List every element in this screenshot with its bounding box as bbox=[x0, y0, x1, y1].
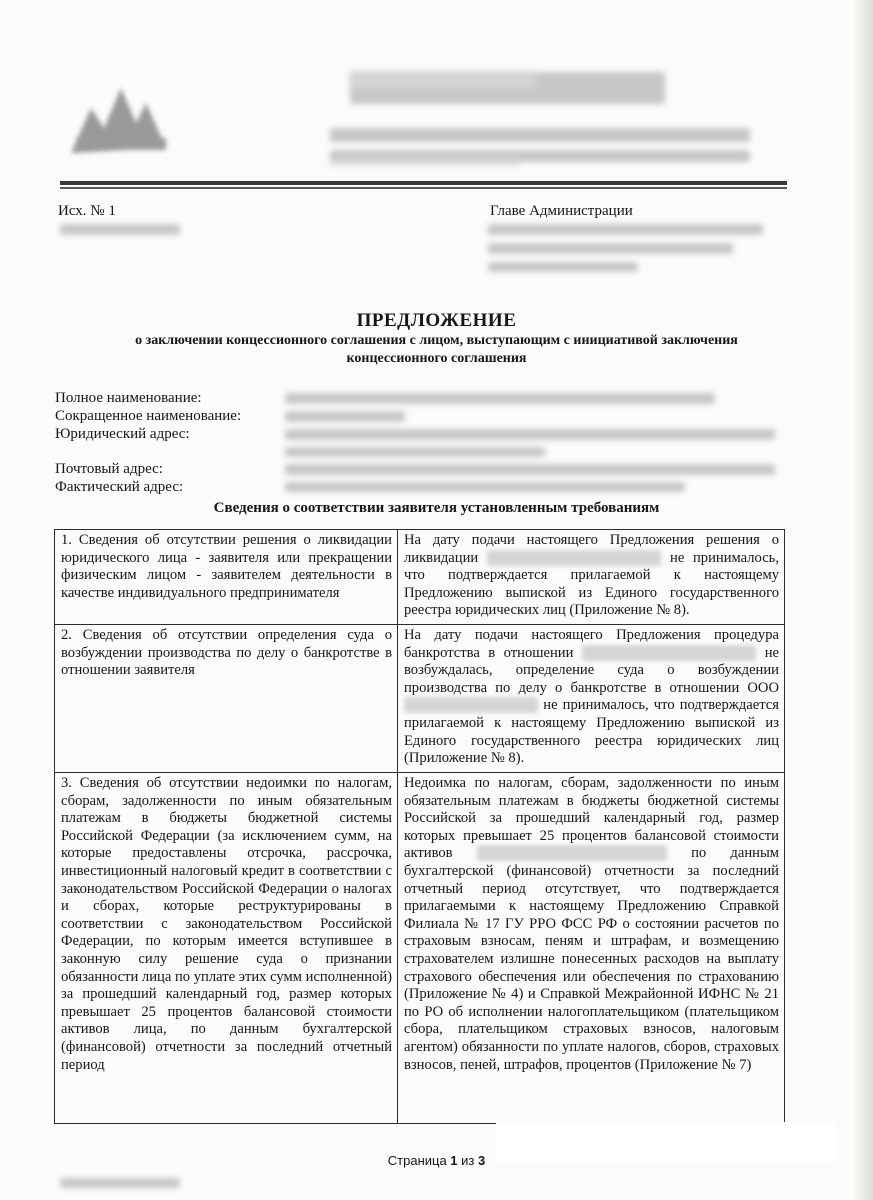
requirements-table bbox=[54, 529, 785, 1124]
table-row bbox=[55, 625, 785, 773]
requirement-cell: 3. Сведения об отсутствии недоимки по налогам, сборам, задолженности по иным обязательным платежам в бюджеты бюджетной системы Российской Федерации (за исключением сумм, на которые предоставлены отсрочка, рассрочка, инвестиционный налоговый кредит в соответствии с законодательством Российской Федерации о налогах и сборах, которые реструктурированы в соответствии с законодательством Российской Федерации, по которым имеется вступившее в законную силу решение суда о признании обязанности лица по уплате этих сумм исполненной) за прошедший календарный год, размер которых превышает 25 процентов балансовой стоимости активов лица, по данным бухгалтерской (финансовой) отчетности за последний отчетный период bbox=[55, 773, 398, 1124]
field-legal-address-label: Юридический адрес: bbox=[55, 426, 190, 442]
company-logo bbox=[66, 68, 176, 158]
page-number: Страница 1 из 3 bbox=[387, 1153, 486, 1168]
recipient-title: Главе Администрации bbox=[490, 203, 633, 219]
company-name-redacted bbox=[487, 550, 661, 566]
field-actual-address-label: Фактический адрес: bbox=[55, 479, 184, 495]
field-full-name-label: Полное наименование: bbox=[55, 390, 202, 406]
actual-address-value-redacted bbox=[285, 482, 685, 492]
answer-cell: На дату подачи настоящего Предложения процедура банкротства в отношении не возбуждалась, определение суда о возбуждении производства по делу о банкротстве в отношении ООО не принималось, что подтверждается прилагаемой к настоящему Предложению выпиской из Единого государственного реестра юридических лиц (Приложение № 8). bbox=[398, 625, 785, 773]
table-row bbox=[55, 530, 785, 625]
org-name-redacted bbox=[350, 72, 665, 104]
document-title: ПРЕДЛОЖЕНИЕ bbox=[356, 310, 517, 331]
company-name-redacted bbox=[477, 845, 667, 861]
legal-address-value-2-redacted bbox=[285, 447, 545, 457]
letterhead-rule-thin bbox=[60, 187, 787, 189]
document-subtitle: о заключении концессионного соглашения с лицом, выступающим с инициативой заключения концессионного соглашения bbox=[135, 333, 738, 366]
recipient-line-2 bbox=[488, 243, 733, 254]
answer-cell: На дату подачи настоящего Предложения решения о ликвидации не принималось, что подтверждается прилагаемой к настоящему Предложению выпиской из Единого государственного реестра юридических лиц (Приложение № 8). bbox=[398, 530, 785, 625]
answer-cell: Недоимка по налогам, сборам, задолженности по иным обязательным платежам в бюджеты бюджетной системы Российской за прошедший календарный год, размер которых превышает 25 процентов балансовой стоимости активов по данным бухгалтерской (финансовой) отчетности за последний отчетный период отсутствует, что подтверждается прилагаемыми к настоящему Предложению Справкой Филиала № 17 ГУ РРО ФСС РФ о состоянии расчетов по страховым взносам, пеням и штрафам, и возмещению страхователем излишне понесенных расходов на выплату страхового обеспечения или обеспечения по страхованию (Приложение № 4) и Справкой Межрайонной ИФНС № 21 по РО об исполнении налогоплательщиком (плательщиком сбора, плательщиком страховых взносов, налоговым агентом) обязанности по уплате налогов, сборов, страховых взносов, пеней, штрафов, процентов (Приложение № 7) bbox=[398, 773, 785, 1124]
page-edge-shadow bbox=[855, 0, 873, 1200]
letterhead-rule bbox=[60, 181, 787, 185]
company-name-redacted bbox=[582, 645, 756, 661]
ref-date-redacted bbox=[60, 224, 180, 235]
field-postal-address-label: Почтовый адрес: bbox=[55, 461, 163, 477]
requirement-cell: 1. Сведения об отсутствии решения о ликвидации юридического лица - заявителя или прекращении физическим лицом - заявителем деятельности в качестве индивидуального предпринимателя bbox=[55, 530, 398, 625]
full-name-value-redacted bbox=[285, 393, 715, 404]
outgoing-ref-number: Исх. № 1 bbox=[58, 203, 116, 219]
recipient-line-1 bbox=[488, 224, 763, 235]
org-details-line-2 bbox=[330, 150, 750, 162]
org-details-line-1 bbox=[330, 128, 750, 142]
footer-note-redacted bbox=[60, 1178, 180, 1188]
recipient-line-3 bbox=[488, 262, 638, 272]
short-name-value-redacted bbox=[285, 411, 405, 422]
company-name-redacted bbox=[404, 697, 538, 713]
postal-address-value-redacted bbox=[285, 464, 775, 475]
legal-address-value-redacted bbox=[285, 429, 775, 440]
field-short-name-label: Сокращенное наименование: bbox=[55, 408, 242, 424]
table-row bbox=[55, 773, 785, 1124]
requirement-cell: 2. Сведения об отсутствии определения суда о возбуждении производства по делу о банкротстве в отношении заявителя bbox=[55, 625, 398, 773]
section-heading: Сведения о соответствии заявителя установленным требованиям bbox=[213, 500, 660, 516]
